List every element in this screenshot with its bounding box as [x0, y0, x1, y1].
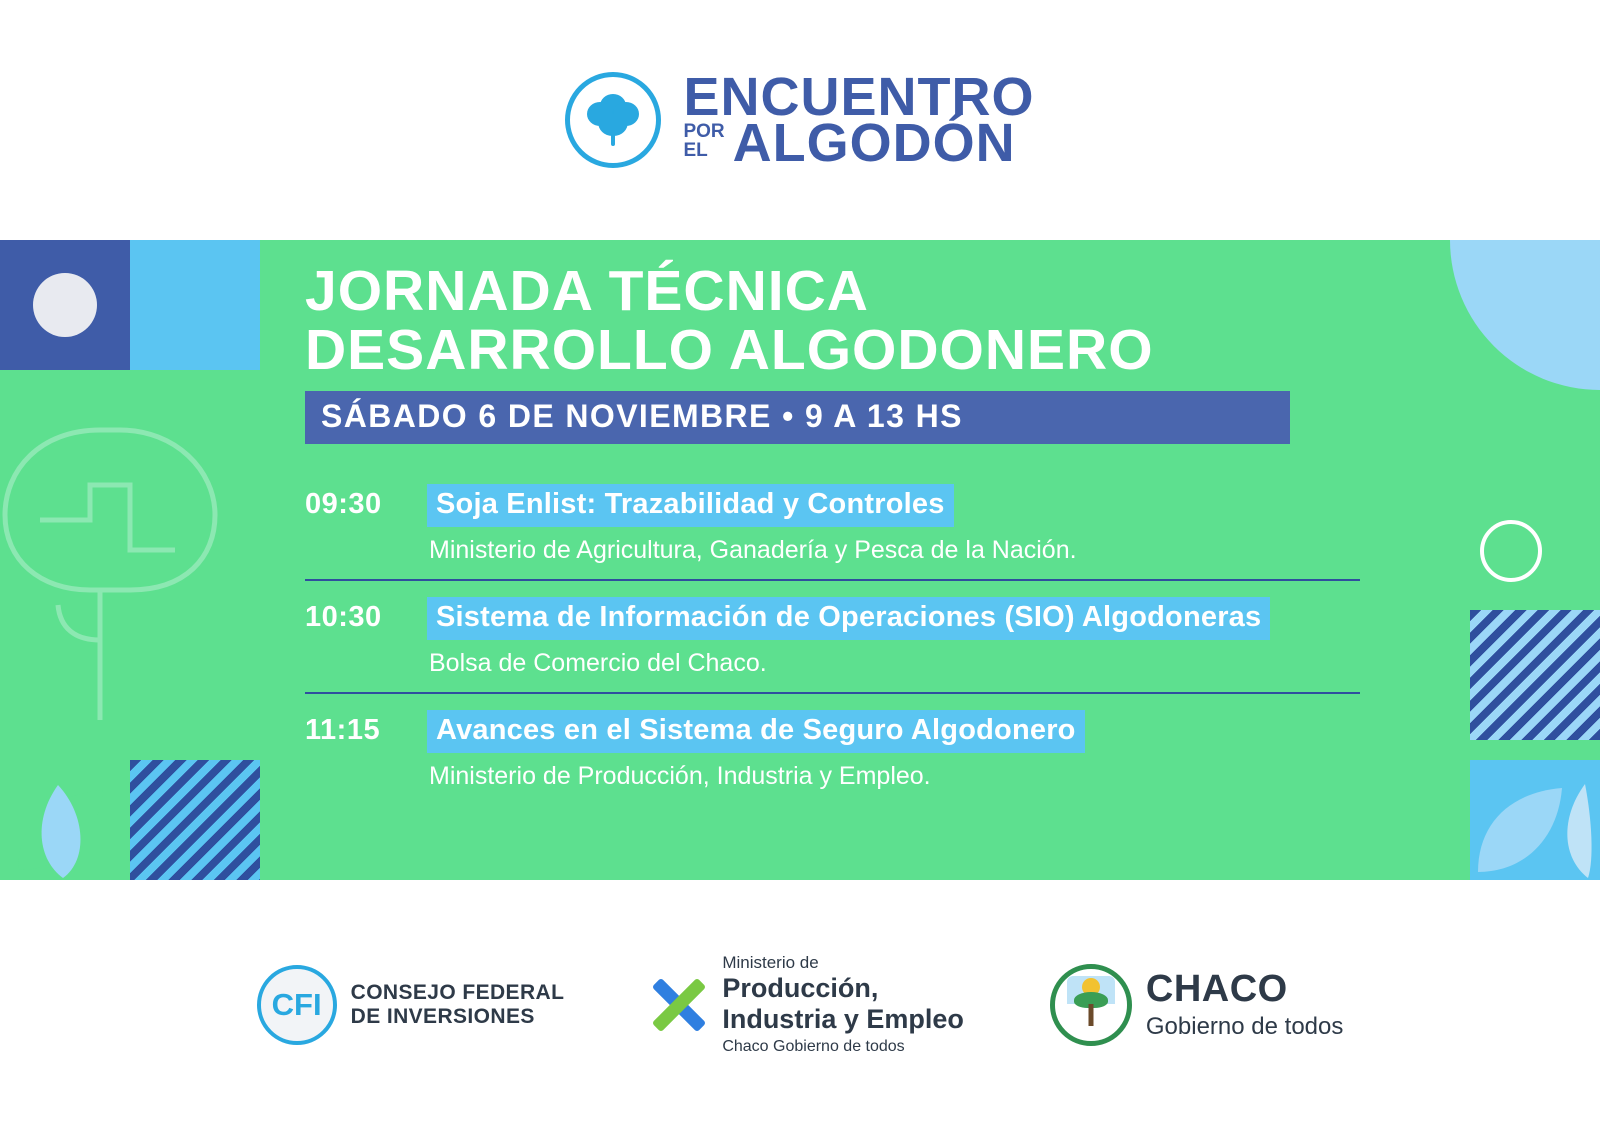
cfi-circle-icon	[257, 965, 337, 1045]
agenda-time: 11:15	[305, 714, 381, 747]
agenda-organization: Ministerio de Agricultura, Ganadería y Pesca de la Nación.	[429, 536, 1077, 565]
cfi-monogram: CFI	[271, 987, 322, 1022]
list-item	[305, 484, 1360, 579]
cotton-boll-circle-icon	[565, 72, 661, 168]
cfi-line-2: DE INVERSIONES	[350, 1005, 535, 1028]
agenda-title: Avances en el Sistema de Seguro Algodonero	[427, 710, 1085, 753]
logo-ministerio	[650, 953, 964, 1057]
page-title	[305, 259, 1600, 382]
list-item	[305, 692, 1360, 805]
list-item	[305, 579, 1360, 692]
title-line-2: DESARROLLO ALGODONERO	[305, 317, 1154, 382]
chaco-line-2: Gobierno de todos	[1145, 1013, 1344, 1041]
agenda-time: 10:30	[305, 601, 382, 634]
event-logo-header	[0, 0, 1600, 240]
ministerio-line-1: Ministerio de	[722, 953, 819, 973]
ministerio-x-icon	[650, 976, 708, 1034]
agenda-time: 09:30	[305, 488, 382, 521]
ministerio-line-4: Chaco Gobierno de todos	[722, 1038, 905, 1056]
brand-small-por: POR	[683, 121, 725, 143]
logo-chaco	[1050, 964, 1343, 1046]
sponsor-logos-footer	[0, 880, 1600, 1124]
ministerio-line-2: Producción,	[722, 972, 879, 1003]
agenda-title: Soja Enlist: Trazabilidad y Controles	[427, 484, 954, 527]
agenda-organization: Bolsa de Comercio del Chaco.	[429, 649, 767, 678]
cfi-line-1: CONSEJO FEDERAL	[350, 980, 565, 1004]
agenda-organization: Ministerio de Producción, Industria y Empleo.	[429, 762, 931, 791]
chaco-line-1: CHACO	[1145, 968, 1288, 1011]
ministerio-line-3: Industria y Empleo	[722, 1004, 964, 1035]
brand-line-2: ALGODÓN	[732, 113, 1016, 173]
chaco-coat-of-arms-icon	[1050, 964, 1132, 1046]
brand-wordmark	[683, 66, 1035, 173]
date-badge: SÁBADO 6 DE NOVIEMBRE • 9 A 13 HS	[305, 391, 1290, 444]
agenda-title: Sistema de Información de Operaciones (SIO) Algodoneras	[427, 597, 1270, 640]
agenda-list	[305, 484, 1360, 805]
title-line-1: JORNADA TÉCNICA	[305, 259, 869, 323]
brand-small-el: EL	[683, 140, 708, 162]
brand-line-1: ENCUENTRO	[683, 66, 1035, 127]
main-green-band	[0, 240, 1600, 880]
logo-cfi	[257, 965, 565, 1045]
